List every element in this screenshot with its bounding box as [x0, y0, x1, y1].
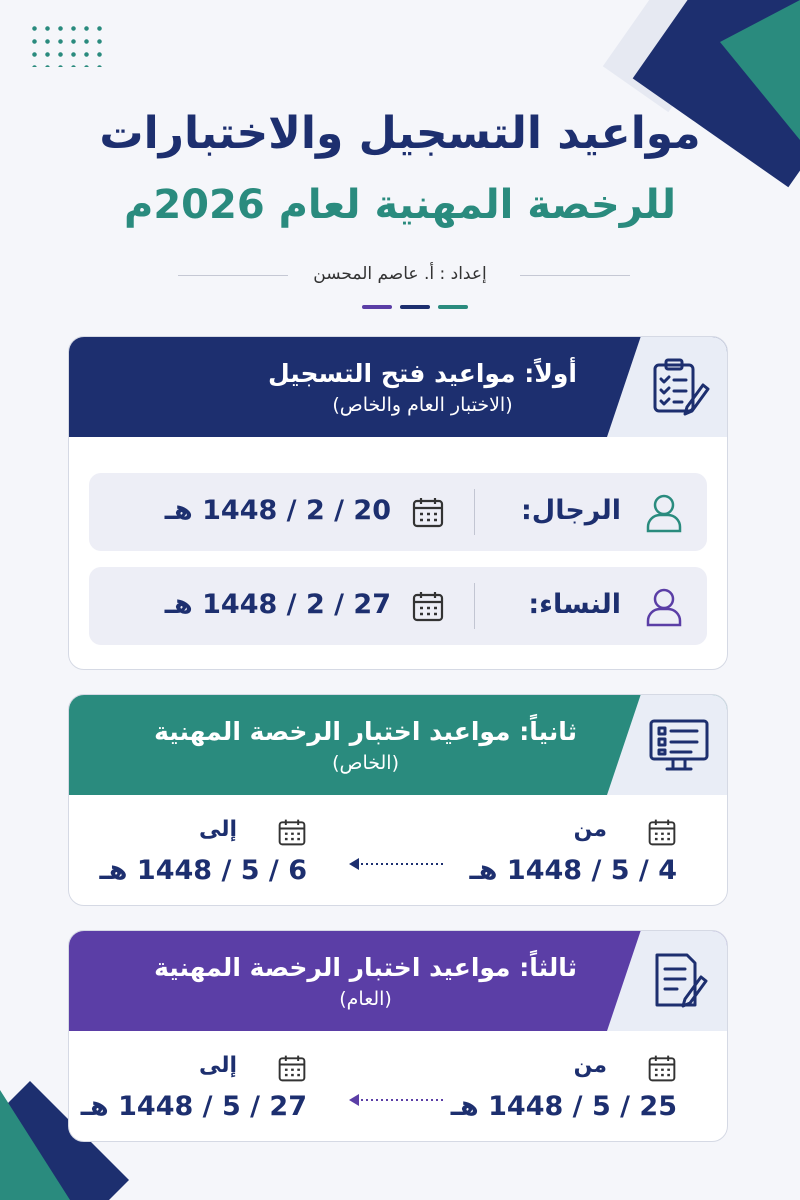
general-test-card [68, 930, 728, 1142]
from-date: 25 / 5 / 1448 هـ [450, 1091, 677, 1122]
page-subtitle: للرخصة المهنية لعام 2026م [124, 182, 676, 228]
section-subtitle: (العام) [339, 988, 392, 1010]
general-test-header [69, 931, 727, 1031]
women-date: 27 / 2 / 1448 هـ [164, 589, 391, 620]
calendar-icon [647, 1053, 677, 1083]
calendar-icon [411, 495, 445, 529]
to-label: إلى [198, 1053, 237, 1078]
document-pen-icon [607, 931, 727, 1031]
author-credit: إعداد : أ. عاصم المحسن [313, 264, 487, 284]
general-period [69, 1031, 727, 1142]
women-label: النساء: [528, 589, 621, 620]
women-date-row [89, 567, 707, 645]
calendar-icon [411, 589, 445, 623]
to-date: 6 / 5 / 1448 هـ [99, 855, 307, 886]
dot-pattern [28, 22, 108, 67]
section-subtitle: (الخاص) [332, 752, 399, 774]
calendar-icon [277, 1053, 307, 1083]
to-label: إلى [198, 817, 237, 842]
to-block [68, 1031, 307, 1142]
section-title: أولاً: مواعيد فتح التسجيل [267, 359, 577, 388]
person-icon [645, 587, 683, 627]
specialized-period [69, 795, 727, 906]
from-label: من [573, 1053, 607, 1078]
registration-header [69, 337, 727, 437]
men-date-row [89, 473, 707, 551]
arrow-left-icon [347, 857, 447, 871]
calendar-icon [647, 817, 677, 847]
person-icon [645, 493, 683, 533]
men-label: الرجال: [520, 495, 621, 526]
from-date: 4 / 5 / 1448 هـ [469, 855, 677, 886]
from-label: من [573, 817, 607, 842]
section-title: ثانياً: مواعيد اختبار الرخصة المهنية [154, 717, 577, 746]
from-block [417, 795, 677, 906]
to-date: 27 / 5 / 1448 هـ [80, 1091, 307, 1122]
page-title: مواعيد التسجيل والاختبارات [99, 108, 701, 159]
specialized-test-card [68, 694, 728, 906]
divider [474, 489, 476, 535]
calendar-icon [277, 817, 307, 847]
computer-checklist-icon [607, 695, 727, 795]
clipboard-checklist-icon [607, 337, 727, 437]
from-block [417, 1031, 677, 1142]
to-block [68, 795, 307, 906]
accent-bars [362, 305, 468, 309]
specialized-test-header [69, 695, 727, 795]
divider [474, 583, 476, 629]
section-subtitle: (الاختبار العام والخاص) [332, 394, 513, 416]
arrow-left-icon [347, 1093, 447, 1107]
section-title: ثالثاً: مواعيد اختبار الرخصة المهنية [154, 953, 577, 982]
men-date: 20 / 2 / 1448 هـ [164, 495, 391, 526]
registration-card [68, 336, 728, 670]
